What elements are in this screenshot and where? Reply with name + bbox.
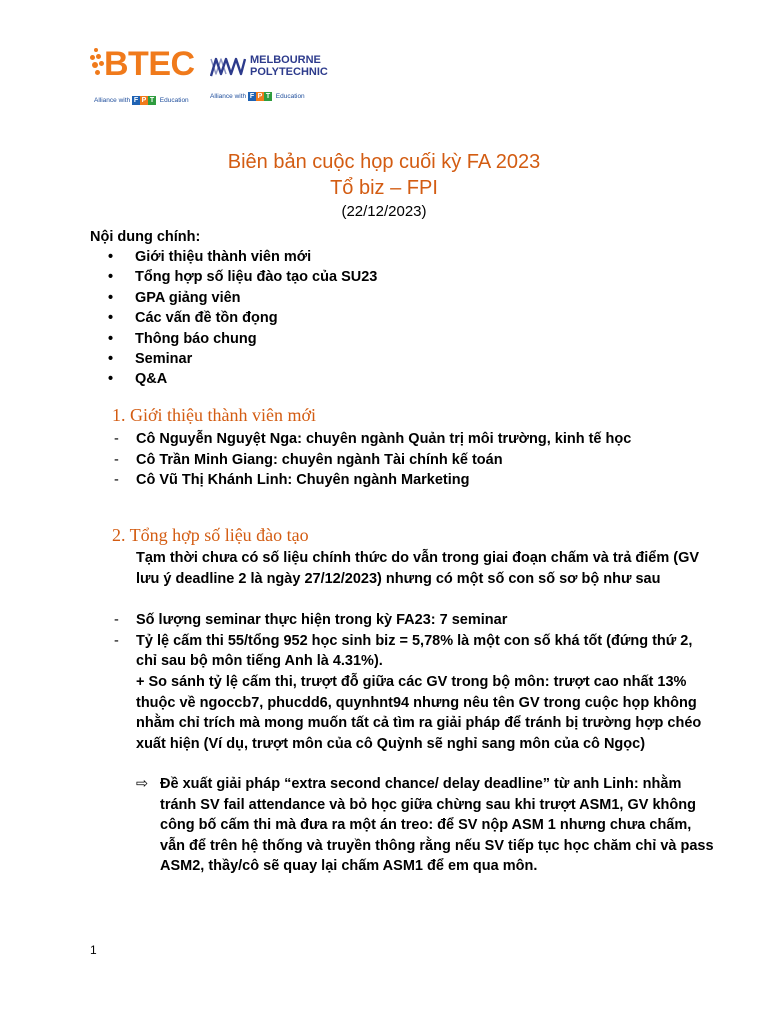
- alliance-suffix: Education: [159, 97, 189, 105]
- agenda-item: • Giới thiệu thành viên mới: [108, 247, 377, 267]
- section-1-heading: 1. Giới thiệu thành viên mới: [112, 405, 317, 425]
- section-2-intro: Tạm thời chưa có số liệu chính thức do vẫn trong giai đoạn chấm và trả điểm (GV lưu ý deadline 2 là ngày 27/12/2023) nhưng có một số con số sơ bộ như sau: [136, 550, 700, 587]
- document-date: (22/12/2023): [341, 203, 427, 220]
- agenda-list: [108, 247, 377, 390]
- stat-item: - Số lượng seminar thực hiện trong kỳ FA23: 7 seminar: [112, 610, 712, 631]
- member-item: - Cô Nguyễn Nguyệt Nga: chuyên ngành Quản trị môi trường, kinh tế học: [112, 429, 712, 450]
- page-number: 1: [90, 943, 97, 957]
- section-2-list: [112, 610, 712, 672]
- melbourne-line1: MELBOURNE: [250, 54, 321, 66]
- alliance-prefix: Alliance with: [210, 93, 247, 101]
- agenda-item: • Seminar: [108, 349, 377, 369]
- section-2-heading: 2. Tổng hợp số liệu đào tạo: [112, 525, 309, 545]
- agenda-label: Nội dung chính:: [90, 229, 201, 245]
- document-title: Biên bản cuộc họp cuối kỳ FA 2023: [227, 151, 541, 173]
- fpt-logo: F P T: [133, 97, 155, 104]
- section-2-comparison: + So sánh tỷ lệ cấm thi, trượt đỗ giữa các GV trong bộ môn: trượt cao nhất 13% thuộc về ngoccb7, phucdd6, quynhnt94 nhưng nêu tên GV trong cuộc họp không nhằm chỉ trích mà mong muốn tất cả tìm ra giải pháp để tránh bị trường hợp chéo xuất hiện (Ví dụ, trượt môn của cô Quỳnh sẽ nghỉ sang môn của cô Ngọc): [136, 674, 702, 752]
- btec-alliance-line: [94, 96, 189, 105]
- melbourne-polytechnic-logo: [210, 54, 410, 114]
- melbourne-wordmark: [250, 54, 328, 78]
- arrow-right-icon: ⇨: [136, 776, 149, 792]
- agenda-item: • Các vấn đề tồn đọng: [108, 308, 377, 328]
- melbourne-mark-icon: [210, 56, 246, 78]
- mp-alliance-line: [210, 92, 305, 101]
- agenda-item: • Tổng hợp số liệu đào tạo của SU23: [108, 267, 377, 287]
- agenda-item: • GPA giảng viên: [108, 288, 377, 308]
- btec-logo: [90, 44, 205, 110]
- fpt-logo: F P T: [249, 93, 271, 100]
- document-subtitle: Tổ biz – FPI: [330, 177, 438, 199]
- agenda-item: • Thông báo chung: [108, 329, 377, 349]
- proposal-text: Đề xuất giải pháp “extra second chance/ delay deadline” từ anh Linh: nhằm tránh SV fail attendance và bỏ học giữa chừng sau khi trượt ASM1, GV không công bố cấm thi mà đưa ra một án treo: để SV nộp ASM 1 nhưng chưa chấm, vẫn để trên hệ thống và truyền thông rằng nếu SV tiếp tục học chăm chỉ và pass ASM2, thầy/cô sẽ quay lại chấm ASM1 để em qua môn.: [160, 776, 714, 874]
- proposal-item: [136, 774, 716, 877]
- btec-wordmark: BTEC: [104, 45, 195, 83]
- member-item: - Cô Vũ Thị Khánh Linh: Chuyên ngành Marketing: [112, 470, 712, 491]
- member-item: - Cô Trần Minh Giang: chuyên ngành Tài chính kế toán: [112, 450, 712, 471]
- alliance-suffix: Education: [275, 93, 305, 101]
- stat-item: - Tỷ lệ cấm thi 55/tổng 952 học sinh biz = 5,78% là một con số khá tốt (đứng thứ 2, chỉ sau bộ môn tiếng Anh là 4.31%).: [112, 631, 712, 672]
- melbourne-line2: POLYTECHNIC: [250, 66, 328, 78]
- alliance-prefix: Alliance with: [94, 97, 131, 105]
- header-logos: [90, 44, 410, 114]
- agenda-item: • Q&A: [108, 369, 377, 389]
- section-1-list: [112, 429, 712, 491]
